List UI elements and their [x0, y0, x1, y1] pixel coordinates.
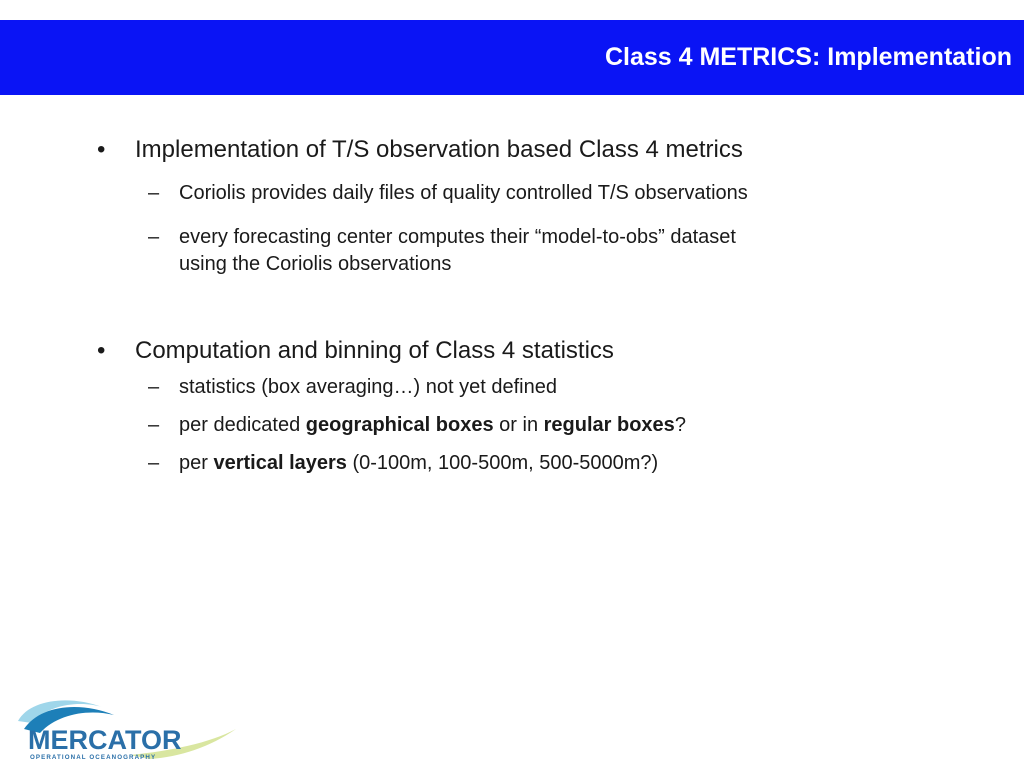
bullet-marker: • [97, 136, 106, 163]
sub-bullet-text [179, 224, 939, 278]
emphasis-geographical-boxes: geographical boxes [305, 414, 494, 436]
text-segment: (0-100m, 100-500m, 500-5000m?) [346, 452, 659, 474]
title-banner [0, 20, 1024, 95]
bullet-marker: • [97, 337, 106, 364]
bullet-text: Computation and binning of Class 4 statistics [135, 337, 614, 364]
sub-bullet-marker: – [148, 414, 160, 436]
bullet-text: Implementation of T/S observation based Class 4 metrics [135, 136, 743, 163]
text-segment: per dedicated [179, 414, 306, 436]
text-segment: ? [674, 414, 686, 436]
sub-bullet-text: Coriolis provides daily files of quality controlled T/S observations [179, 182, 748, 204]
sub-bullet-text: statistics (box averaging…) not yet defined [179, 376, 557, 398]
sub-bullet-marker: – [148, 376, 160, 398]
slide-title: Class 4 METRICS: Implementation [604, 43, 1012, 71]
logo-tagline: OPERATIONAL OCEANOGRAPHY [30, 754, 157, 761]
sub-bullet-text [179, 450, 939, 477]
text-segment: per [179, 452, 214, 474]
emphasis-regular-boxes: regular boxes [543, 414, 675, 436]
sub-bullet-text [179, 412, 939, 439]
sub-bullet-line: using the Coriolis observations [179, 253, 452, 275]
sub-bullet-marker: – [148, 452, 160, 474]
sub-bullet-marker: – [148, 182, 160, 204]
text-segment: or in [493, 414, 544, 436]
logo-wordmark: MERCATOR [28, 725, 182, 755]
emphasis-vertical-layers: vertical layers [213, 452, 347, 474]
mercator-logo [10, 693, 240, 763]
sub-bullet-marker: – [148, 226, 160, 248]
sub-bullet-line: every forecasting center computes their “model-to-obs” dataset [179, 226, 736, 248]
